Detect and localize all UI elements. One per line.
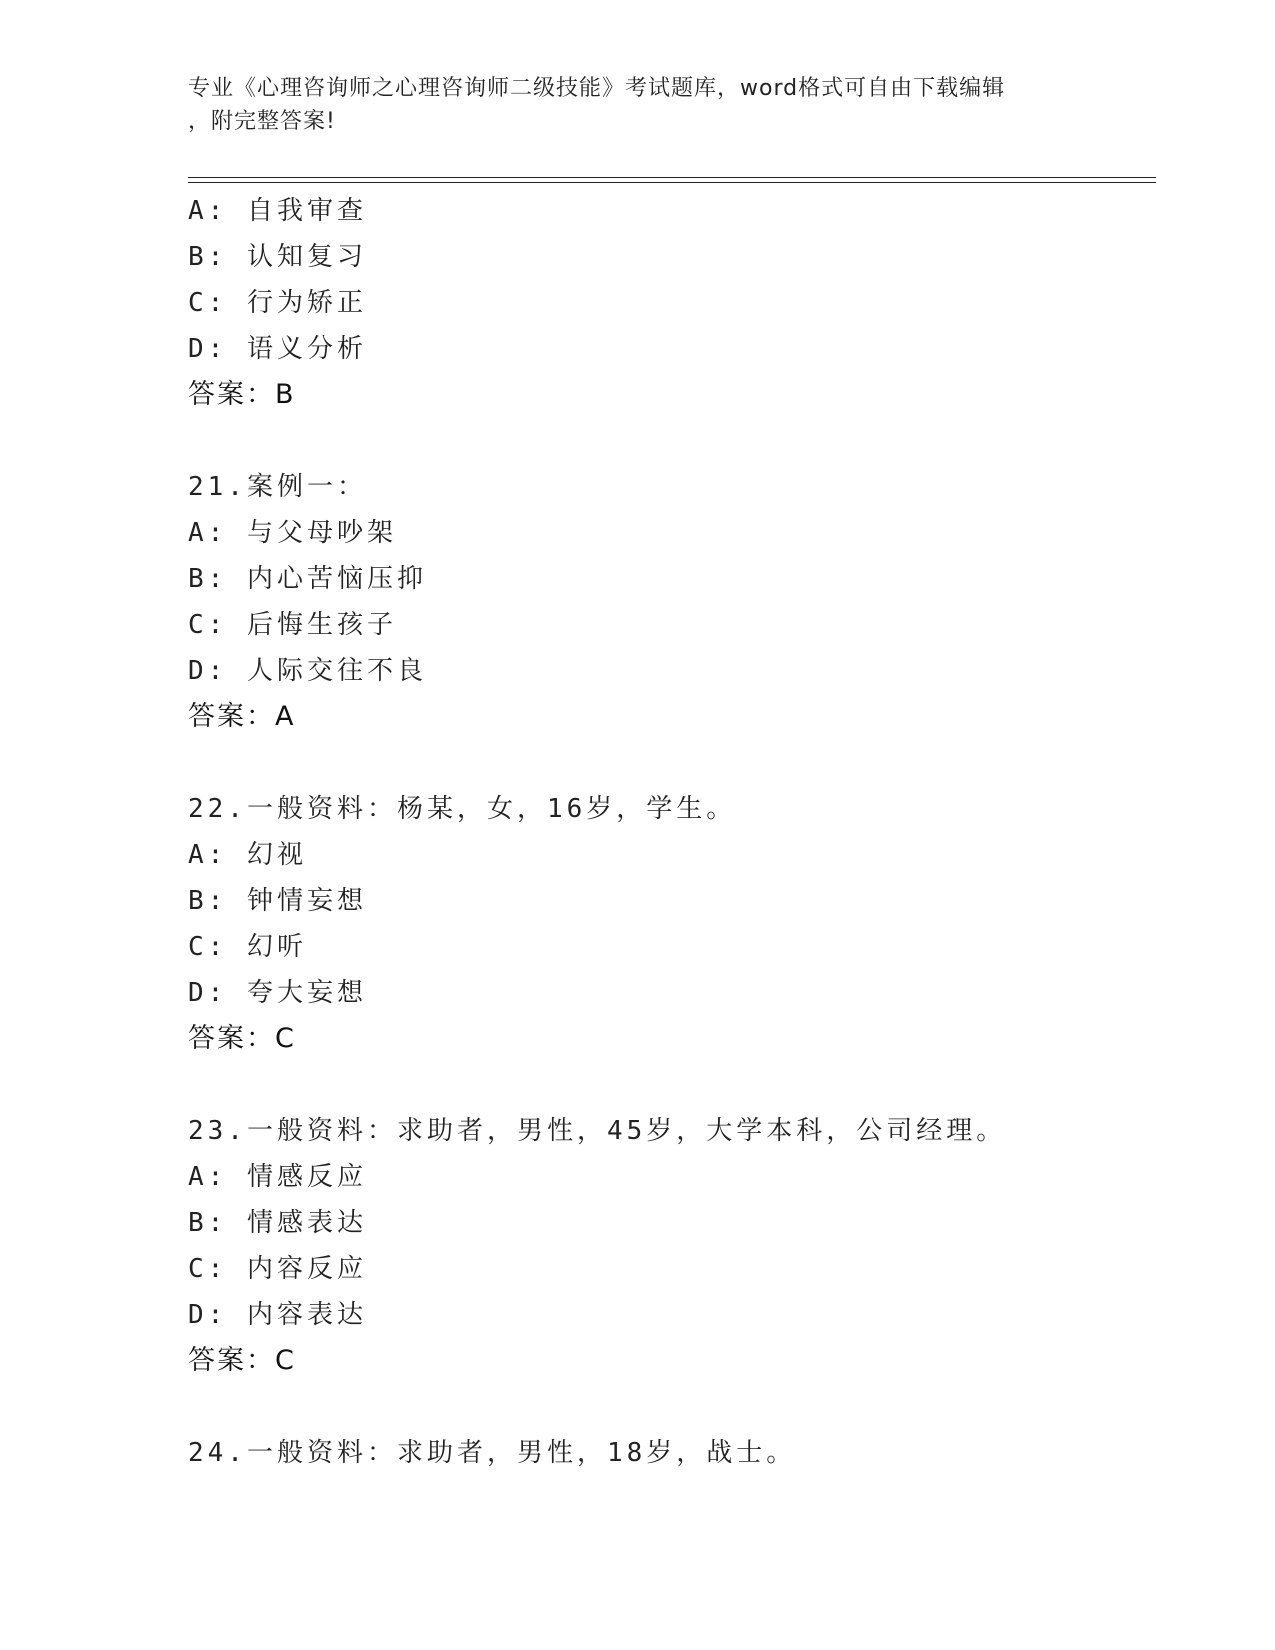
answer-line: 答案：C <box>188 1345 296 1376</box>
question-list <box>188 188 1156 1476</box>
option-a: A: 幻视 <box>188 840 307 870</box>
option-a: A: 情感反应 <box>188 1162 367 1192</box>
option-d: D: 人际交往不良 <box>188 656 427 686</box>
question-block <box>188 1108 1156 1384</box>
option-c: C: 幻听 <box>188 932 307 962</box>
option-b: B: 认知复习 <box>188 242 367 272</box>
question-text: 21.案例一： <box>188 472 367 502</box>
header-line-2: ，附完整答案! <box>188 109 336 134</box>
option-c: C: 后悔生孩子 <box>188 610 397 640</box>
header-line-1: 专业《心理咨询师之心理咨询师二级技能》考试题库，word格式可自由下载编辑 <box>188 76 1006 101</box>
answer-line: 答案：C <box>188 1023 296 1054</box>
option-b: B: 内心苦恼压抑 <box>188 564 427 594</box>
answer-line: 答案：A <box>188 701 296 732</box>
question-text: 24.一般资料：求助者，男性，18岁，战士。 <box>188 1438 797 1468</box>
question-text: 23.一般资料：求助者，男性，45岁，大学本科，公司经理。 <box>188 1116 1007 1146</box>
question-text: 22.一般资料：杨某，女，16岁，学生。 <box>188 794 737 824</box>
option-c: C: 内容反应 <box>188 1254 367 1284</box>
question-block <box>188 188 1156 418</box>
answer-line: 答案：B <box>188 379 296 410</box>
option-d: D: 内容表达 <box>188 1300 367 1330</box>
question-block <box>188 786 1156 1062</box>
question-block <box>188 1430 1156 1476</box>
option-a: A: 与父母吵架 <box>188 518 397 548</box>
option-b: B: 情感表达 <box>188 1208 367 1238</box>
option-d: D: 语义分析 <box>188 334 367 364</box>
question-block <box>188 464 1156 740</box>
option-b: B: 钟情妄想 <box>188 886 367 916</box>
header-rule-top <box>188 177 1156 178</box>
document-header <box>188 72 1068 138</box>
option-c: C: 行为矫正 <box>188 288 367 318</box>
header-rule-bottom <box>188 182 1156 183</box>
option-d: D: 夸大妄想 <box>188 978 367 1008</box>
option-a: A: 自我审查 <box>188 196 367 226</box>
